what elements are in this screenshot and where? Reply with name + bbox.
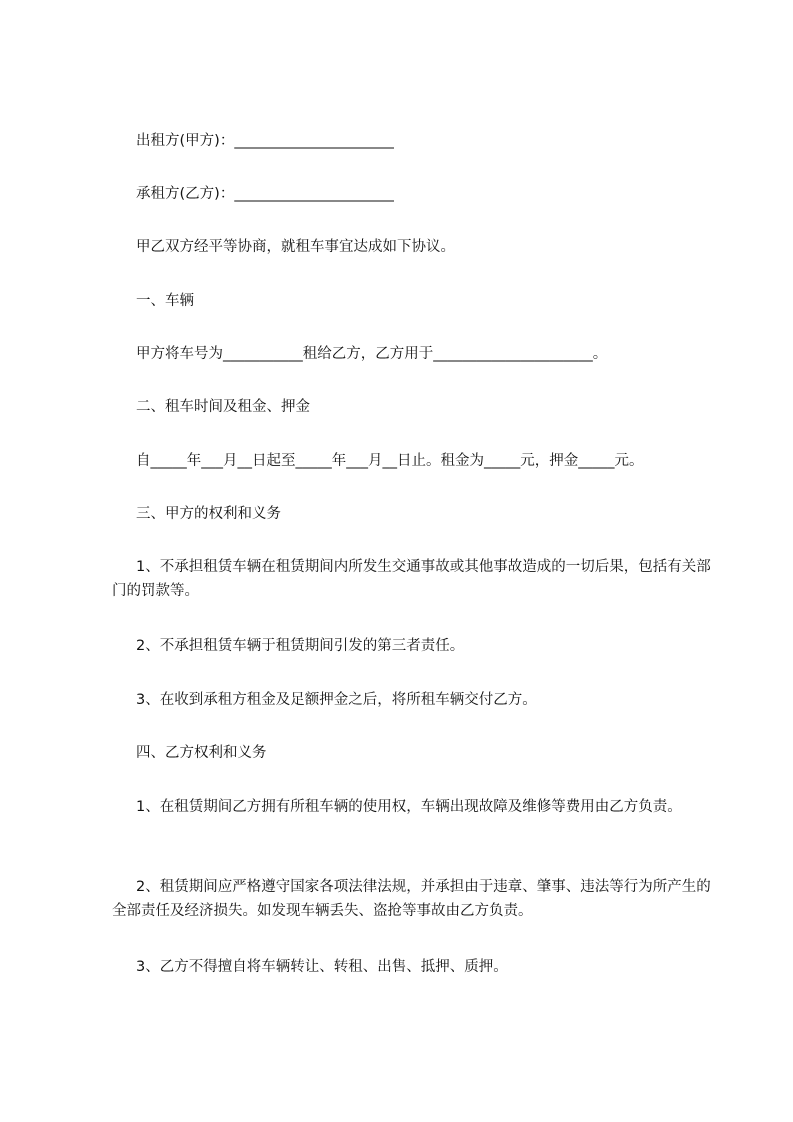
lessor-line: 出租方(甲方)：______________________ [136,133,394,149]
section4-title: 四、乙方权利和义务 [136,745,267,761]
section3-item-1: 1、不承担租赁车辆在租赁期间内所发生交通事故或其他事故造成的一切后果，包括有关部门的罚款等。 [112,559,711,599]
intro-paragraph: 甲乙双方经平等协商，就租车事宜达成如下协议。 [136,239,455,255]
section4-item-1: 1、在租赁期间乙方拥有所租车辆的使用权，车辆出现故障及维修等费用由乙方负责。 [136,799,682,815]
section3-item-2: 2、不承担租赁车辆于租赁期间引发的第三者责任。 [136,638,465,654]
section4-item-3: 3、乙方不得擅自将车辆转让、转租、出售、抵押、质押。 [136,959,508,975]
section3-item-3: 3、在收到承租方租金及足额押金之后，将所租车辆交付乙方。 [136,692,537,708]
section4-item-2: 2、租赁期间应严格遵守国家各项法律法规，并承担由于违章、肇事、违法等行为所产生的全部责任及经济损失。如发现车辆丢失、盗抢等事故由乙方负责。 [112,879,711,919]
section1-text: 甲方将车号为___________租给乙方，乙方用于______________________。 [136,346,608,362]
section2-title: 二、租车时间及租金、押金 [136,399,310,415]
section1-title: 一、车辆 [136,293,194,309]
section3-title: 三、甲方的权利和义务 [136,506,281,522]
lessee-line: 承租方(乙方)：______________________ [136,186,394,202]
section2-text: 自_____年___月__日起至_____年___月__日止。租金为_____元，押金_____元。 [136,453,644,469]
